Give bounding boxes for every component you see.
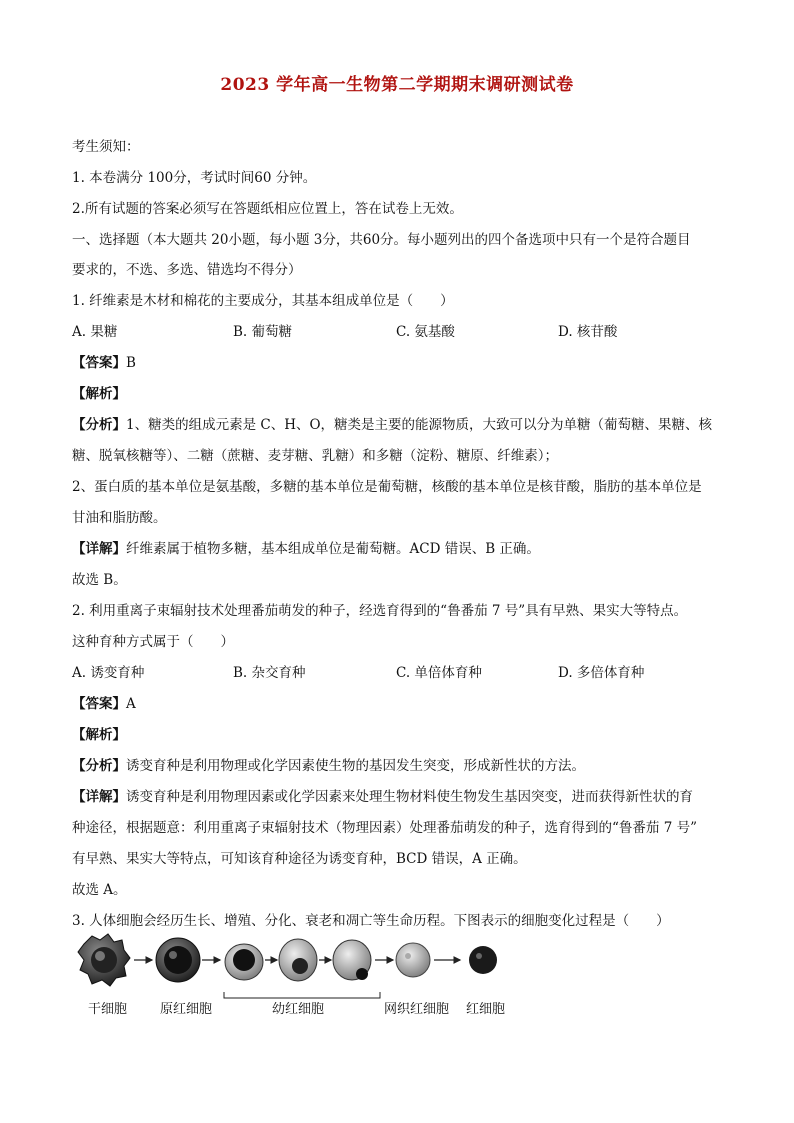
q2-answer (72, 694, 136, 714)
erythroblast-bracket (222, 992, 382, 1002)
page-title: 2023 学年高一生物第二学期期末调研测试卷 (220, 75, 574, 95)
label-erythroblast: 幼红细胞 (272, 1002, 325, 1017)
q1-conclusion: 故选 B。 (72, 572, 127, 588)
q1-fenxi-line-3: 2、蛋白质的基本单位是氨基酸，多糖的基本单位是葡萄糖，核酸的基本单位是核苷酸，脂肪的基本单位是 (72, 479, 702, 495)
q2-xiangjie-line-2: 种途径，根据题意：利用重离子束辐射技术（物理因素）处理番茄萌发的种子，选育得到的“鲁番茄 7 号” (72, 820, 697, 836)
label-proerythroblast: 原红细胞 (160, 1002, 213, 1017)
q2-option-b: B. 杂交育种 (233, 665, 306, 681)
q1-analysis-tag (72, 384, 126, 404)
q1-fenxi-line-2: 糖、脱氧核糖等）、二糖（蔗糖、麦芽糖、乳糖）和多糖（淀粉、糖原、纤维素）； (72, 448, 558, 464)
notice-heading: 考生须知： (72, 139, 140, 155)
answer-value: A (126, 696, 136, 712)
q2-xiangjie-line-3: 有早熟、果实大等特点，可知该育种途径为诱变育种，BCD 错误，A 正确。 (72, 851, 527, 867)
q1-option-b: B. 葡萄糖 (233, 324, 293, 340)
fenxi-text: 1、糖类的组成元素是 C、H、O，糖类是主要的能源物质，大致可以分为单糖（葡萄糖、果糖、核 (126, 417, 713, 433)
q2-stem-line-1: 2. 利用重离子束辐射技术处理番茄萌发的种子，经选育得到的“鲁番茄 7 号”具有早熟、果实大等特点。 (72, 603, 688, 619)
q1-option-a: A. 果糖 (72, 324, 118, 340)
q1-option-c: C. 氨基酸 (396, 324, 455, 340)
proerythroblast-image (156, 938, 200, 982)
notice-item-1: 1. 本卷满分 100分，考试时间60 分钟。 (72, 170, 317, 186)
erythrocyte-image (469, 946, 497, 974)
answer-tag: 【答案】 (72, 696, 126, 712)
erythroblast-image-2 (279, 939, 317, 981)
notice-item-2: 2.所有试题的答案必须写在答题纸相应位置上，答在试卷上无效。 (72, 201, 463, 217)
erythroblast-image-1 (225, 944, 263, 980)
q1-fenxi-line-4: 甘油和脂肪酸。 (72, 510, 167, 526)
analysis-tag: 【解析】 (72, 727, 126, 743)
section-heading: 一、选择题（本大题共 20小题，每小题 3分，共60分。每小题列出的四个备选项中只有一个是符合题目 (72, 232, 691, 248)
q2-option-a: A. 诱变育种 (72, 665, 145, 681)
q1-option-d: D. 核苷酸 (558, 324, 618, 340)
q3-stem: 3. 人体细胞会经历生长、增殖、分化、衰老和凋亡等生命历程。下图表示的细胞变化过程是（ ） (72, 913, 670, 929)
label-stem-cell: 干细胞 (88, 1002, 128, 1017)
label-reticulocyte: 网织红细胞 (384, 1002, 450, 1017)
xiangjie-tag: 【详解】 (72, 789, 126, 805)
xiangjie-text: 诱变育种是利用物理因素或化学因素来处理生物材料使生物发生基因突变，进而获得新性状的育 (126, 789, 693, 805)
q2-fenxi (72, 756, 585, 776)
fenxi-tag: 【分析】 (72, 758, 126, 774)
xiangjie-text: 纤维素属于植物多糖，基本组成单位是葡萄糖。ACD 错误、B 正确。 (126, 541, 540, 557)
q2-option-d: D. 多倍体育种 (558, 665, 645, 681)
fenxi-tag: 【分析】 (72, 417, 126, 433)
label-erythrocyte: 红细胞 (466, 1002, 506, 1017)
xiangjie-tag: 【详解】 (72, 541, 126, 557)
q1-answer (72, 353, 136, 373)
reticulocyte-image (396, 943, 430, 977)
cell-diagram (72, 930, 522, 996)
stem-cell-image (78, 934, 130, 986)
q2-stem-line-2: 这种育种方式属于（ ） (72, 634, 234, 650)
cell-differentiation-figure (72, 930, 522, 1030)
q1-fenxi-line-1 (72, 415, 712, 435)
answer-tag: 【答案】 (72, 355, 126, 371)
q1-stem: 1. 纤维素是木材和棉花的主要成分，其基本组成单位是（ ） (72, 293, 454, 309)
answer-value: B (126, 355, 136, 371)
analysis-tag: 【解析】 (72, 386, 126, 402)
q1-xiangjie (72, 539, 540, 559)
fenxi-text: 诱变育种是利用物理或化学因素使生物的基因发生突变，形成新性状的方法。 (126, 758, 585, 774)
section-heading-cont: 要求的，不选、多选、错选均不得分） (72, 262, 302, 278)
q2-conclusion: 故选 A。 (72, 882, 127, 898)
erythroblast-image-3 (333, 940, 371, 980)
q2-xiangjie-line-1 (72, 787, 693, 807)
q2-analysis-tag (72, 725, 126, 745)
q2-option-c: C. 单倍体育种 (396, 665, 482, 681)
